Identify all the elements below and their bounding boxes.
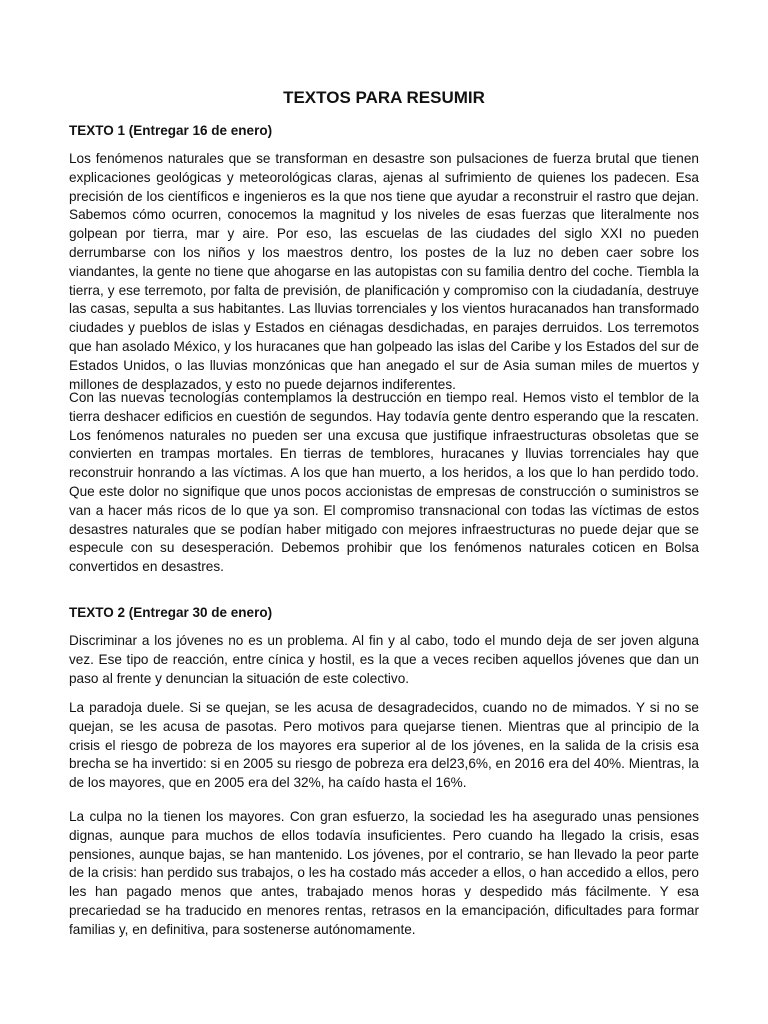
paragraph: La paradoja duele. Si se quejan, se les acusa de desagradecidos, cuando no de mimados. Y si no se quejan, se les acusa de pasotas. Pero motivos para quejarse tienen. Mientras que al principio de la crisis el riesgo de pobreza de los mayores era superior al de los jóvenes, en la salida de la crisis esa brecha se ha invertido: si en 2005 su riesgo de pobreza era del23,6%, en 2016 era del 40%. Mientras, la de los mayores, que en 2005 era del 32%, ha caído hasta el 16%. bbox=[69, 700, 699, 791]
section-heading-texto-2: TEXTO 2 (Entregar 30 de enero) bbox=[69, 605, 273, 620]
paragraph: Con las nuevas tecnologías contemplamos la destrucción en tiempo real. Hemos visto el temblor de la tierra deshacer edificios en cuestión de segundos. Hay todavía gente dentro esperando que la rescaten. Los fenómenos naturales no pueden ser una excusa que justifique infraestructuras obsoletas que se convierten en trampas mortales. En tierras de temblores, huracanes y lluvias torrenciales hay que reconstruir honrando a las víctimas. A los que han muerto, a los heridos, a los que lo han perdido todo. Que este dolor no signifique que unos pocos accionistas de empresas de construcción o suministros se van a hacer más ricos de lo que ya son. El compromiso transnacional con todas las víctimas de estos desastres naturales que se podían haber mitigado con mejores infraestructuras no puede dejar que se especule con su desesperación. Debemos prohibir que los fenómenos naturales coticen en Bolsa convertidos en desastres. bbox=[69, 390, 699, 575]
paragraph: Los fenómenos naturales que se transforman en desastre son pulsaciones de fuerza brutal que tienen explicaciones geológicas y meteorológicas claras, ajenas al sufrimiento de quienes los padecen. Esa precisión de los científicos e ingenieros es la que nos tiene que ayudar a reconstruir el rastro que dejan. Sabemos cómo ocurren, conocemos la magnitud y los niveles de esas fuerzas que literalmente nos golpean por tierra, mar y aire. Por eso, las escuelas de las ciudades del siglo XXI no pueden derrumbarse con los niños y los maestros dentro, los postes de la luz no deben caer sobre los viandantes, la gente no tiene que ahogarse en las autopistas con su familia dentro del coche. Tiembla la tierra, y ese terremoto, por falta de previsión, de planificación y compromiso con la ciudadanía, destruye las casas, sepulta a sus habitantes. Las lluvias torrenciales y los vientos huracanados han transformado ciudades y pueblos de islas y Estados en ciénagas desdichadas, en parajes derruidos. Los terremotos que han asolado México, y los huracanes que han golpeado las islas del Caribe y los Estados del sur de Estados Unidos, o las lluvias monzónicas que han anegado el sur de Asia suman miles de muertos y millones de desplazados, y esto no puede dejarnos indiferentes. bbox=[69, 151, 699, 392]
paragraph: Discriminar a los jóvenes no es un problema. Al fin y al cabo, todo el mundo deja de ser joven alguna vez. Ese tipo de reacción, entre cínica y hostil, es la que a veces reciben aquellos jóvenes que dan un paso al frente y denuncian la situación de este colectivo. bbox=[69, 633, 699, 686]
paragraph: La culpa no la tienen los mayores. Con gran esfuerzo, la sociedad les ha asegurado unas pensiones dignas, aunque para muchos de ellos todavía insuficientes. Pero cuando ha llegado la crisis, esas pensiones, aunque bajas, se han mantenido. Los jóvenes, por el contrario, se han llevado la peor parte de la crisis: han perdido sus trabajos, o les ha costado más acceder a ellos, o han accedido a ellos, pero les han pagado menos que antes, trabajado menos horas y despedido más fácilmente. Y esa precariedad se ha traducido en menores rentas, retrasos en la emancipación, dificultades para formar familias y, en definitiva, para sostenerse autónomamente. bbox=[69, 809, 699, 937]
section-heading-texto-1: TEXTO 1 (Entregar 16 de enero) bbox=[69, 123, 273, 138]
document-title: TEXTOS PARA RESUMIR bbox=[283, 88, 485, 107]
